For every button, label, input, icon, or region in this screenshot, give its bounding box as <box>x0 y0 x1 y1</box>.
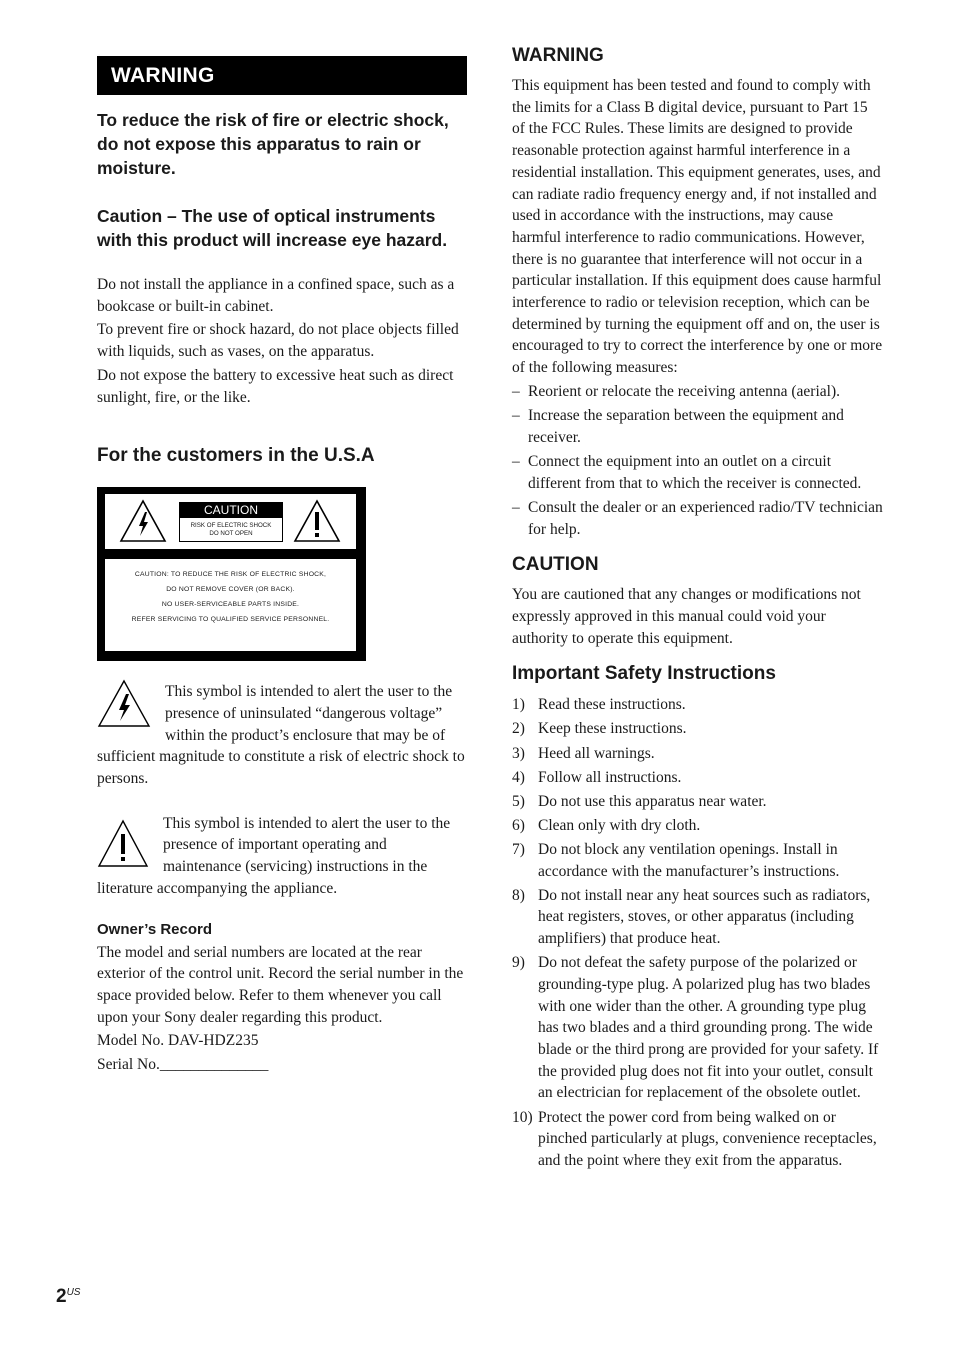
exclamation-triangle-icon <box>293 499 341 543</box>
list-item: – Connect the equipment into an outlet on a circuit different from that to which the receiver is connected. <box>512 452 862 492</box>
right-column <box>512 44 884 1174</box>
model-number: Model No. DAV-HDZ235 <box>97 1032 259 1050</box>
measures-list <box>512 381 884 540</box>
page-number: $2^{US}$ <box>56 1286 81 1307</box>
warning-banner: WARNING <box>97 56 467 95</box>
list-item: – Increase the separation between the equipment and receiver. <box>512 407 844 446</box>
caution-label <box>97 487 366 661</box>
caution-sign <box>179 502 283 542</box>
list-item: 6) Clean only with dry cloth. <box>512 816 701 834</box>
safety-list <box>512 694 884 1171</box>
usa-heading: For the customers in the U.S.A <box>97 445 375 467</box>
owners-record-heading: Owner’s Record <box>97 920 213 938</box>
lightning-triangle-icon <box>97 679 151 729</box>
left-column <box>97 56 467 1076</box>
caution-label-text: CAUTION: TO REDUCE THE RISK OF ELECTRIC SHOCK, DO NOT REMOVE COVER (OR BACK). NO USER-SERVICEABLE PARTS INSIDE. REFER SERVICING TO QUALIFIED SERVICE PERSONNEL. <box>105 559 356 651</box>
list-item: – Consult the dealer or an experienced radio/TV technician for help. <box>512 498 883 538</box>
caution-sign-line1: RISK OF ELECTRIC SHOCK <box>190 522 272 530</box>
owners-record-text: The model and serial numbers are located at the rear exterior of the control unit. Record the serial number in the space provided below. Refer to them whenever you call upon your Sony dealer regarding this product. <box>97 943 464 1026</box>
fcc-text: This equipment has been tested and found to comply with the limits for a Class B digital device, pursuant to Part 15 of the FCC Rules. These limits are designed to provide reasonable protection against harmful interference in a residential installation. This equipment generates, uses, and can radiate radio frequency energy and, if not installed and used in accordance with the instructions, may cause harmful interference to radio communications. However, there is no guarantee that interference will not occur in a particular installation. If this equipment does cause harmful interference to radio or television reception, which can be determined by turning the equipment off and on, the user is encouraged to try to correct the interference by one or more of the following measures: <box>512 77 883 377</box>
list-item: 2) Keep these instructions. <box>512 720 687 738</box>
caution-text: You are cautioned that any changes or modifications not expressly approved in this manual could void your authority to operate this equipment. <box>512 586 861 647</box>
list-item: 10) Protect the power cord from being walked on or pinched particularly at plugs, convenience receptacles, and the point where they exit from the apparatus. <box>512 1108 877 1169</box>
list-item: 7) Do not block any ventilation openings. Install in accordance with the manufacturer’s instructions. <box>512 840 840 880</box>
voltage-symbol-paragraph: This symbol is intended to alert the user to the presence of uninsulated “dangerous voltage” within the product’s enclosure that may be of sufficient magnitude to constitute a risk of electric shock to persons. <box>97 681 467 790</box>
fcc-warning-heading: WARNING <box>512 45 604 66</box>
list-item: 1) Read these instructions. <box>512 696 686 714</box>
install-paragraph: Do not install the appliance in a confined space, such as a bookcase or built-in cabinet. <box>97 276 455 315</box>
list-item: 5) Do not use this apparatus near water. <box>512 792 767 810</box>
serial-number: Serial No.______________ <box>97 1056 269 1074</box>
caution-heading: CAUTION <box>512 554 599 576</box>
exclamation-symbol-paragraph: This symbol is intended to alert the user to the presence of important operating and maintenance (servicing) instructions in the literature accompanying the appliance. <box>97 814 451 897</box>
liquid-paragraph: To prevent fire or shock hazard, do not place objects filled with liquids, such as vases, on the apparatus. <box>97 321 459 361</box>
battery-paragraph: Do not expose the battery to excessive heat such as direct sunlight, fire, or the like. <box>97 366 454 406</box>
list-item: 8) Do not install near any heat sources such as radiators, heat registers, stoves, or other apparatus (including amplifiers) that produce heat. <box>512 886 871 948</box>
list-item: 4) Follow all instructions. <box>512 768 682 786</box>
lightning-triangle-icon <box>119 499 167 543</box>
install-warnings <box>97 274 467 408</box>
caution-sign-title: CAUTION <box>180 503 282 518</box>
region-code: US <box>66 1287 81 1298</box>
list-item: – Reorient or relocate the receiving antenna (aerial). <box>512 382 840 400</box>
safety-heading: Important Safety Instructions <box>512 663 776 685</box>
exclamation-triangle-icon <box>97 819 149 869</box>
list-item: 3) Heed all warnings. <box>512 744 655 762</box>
risk-warning-text: To reduce the risk of fire or electric shock, do not expose this apparatus to rain or moisture. <box>97 110 449 178</box>
optical-caution-text: Caution – The use of optical instruments with this product will increase eye hazard. <box>97 206 448 250</box>
list-item: 9) Do not defeat the safety purpose of the polarized or grounding-type plug. A polarized plug has two blades with one wider than the other. A grounding type plug has two blades and a third grounding prong. The wide blade or the third prong are provided for your safety. If the provided plug does not fit into your outlet, consult an electrician for replacement of the obsolete outlet. <box>512 954 879 1102</box>
caution-sign-line2: DO NOT OPEN <box>209 530 253 538</box>
